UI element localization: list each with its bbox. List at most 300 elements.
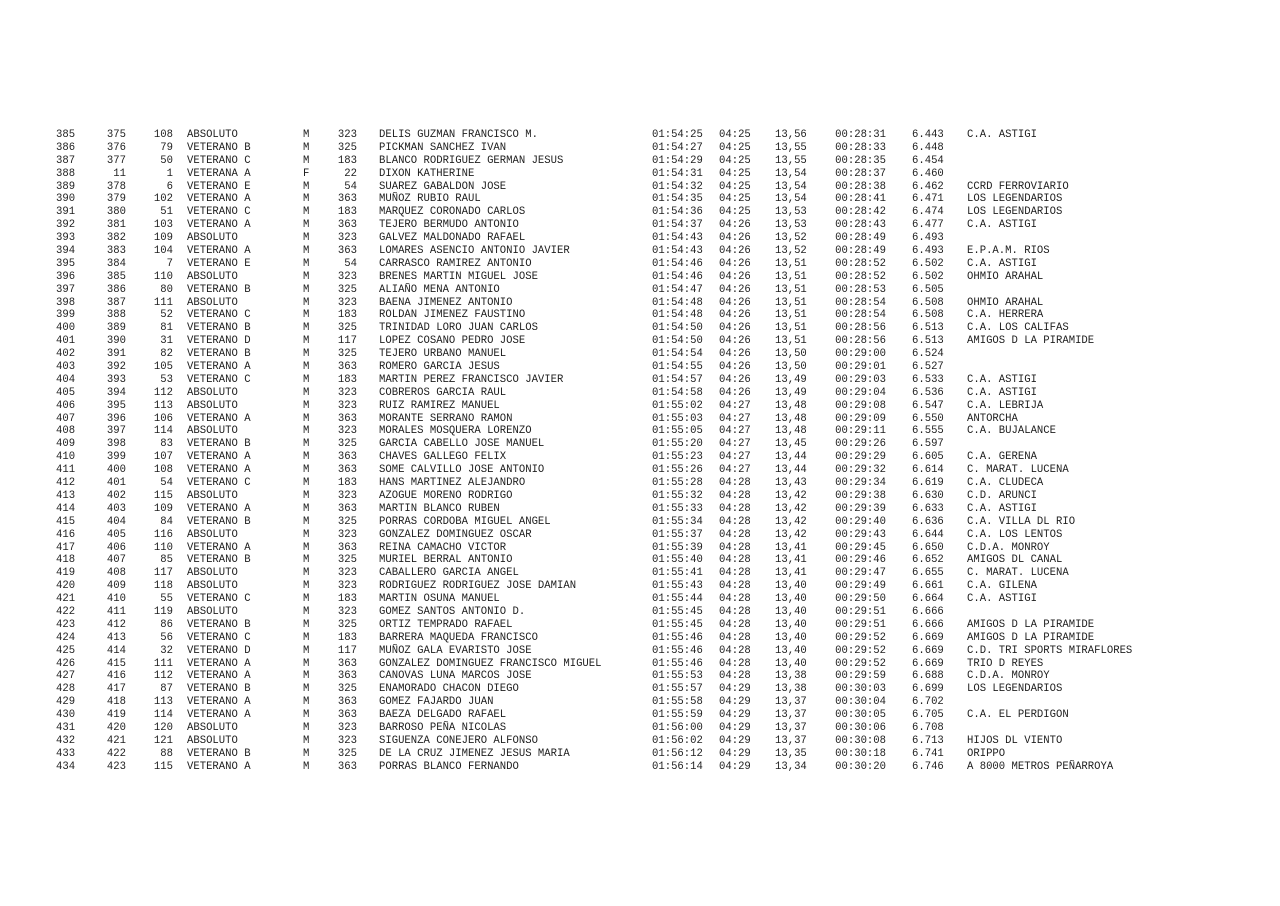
gender-position-cell: 388 xyxy=(106,309,126,322)
speed-cell: 13,56 xyxy=(775,129,807,141)
table-row xyxy=(0,129,1280,142)
sex-cell: M xyxy=(303,605,310,618)
category-position-cell: 121 xyxy=(153,734,173,747)
category-position-cell: 116 xyxy=(153,528,173,541)
category-count-cell: 325 xyxy=(337,141,357,154)
time-gap-cell: 00:30:18 xyxy=(835,747,886,760)
speed-cell: 13,40 xyxy=(775,580,807,593)
time-gap-cell: 00:29:47 xyxy=(835,567,886,580)
points-cell: 6.652 xyxy=(912,554,944,567)
table-row xyxy=(0,761,1280,774)
speed-cell: 13,48 xyxy=(775,425,807,438)
finish-time-cell: 01:55:23 xyxy=(652,451,703,464)
table-row xyxy=(0,271,1280,284)
time-gap-cell: 00:30:08 xyxy=(835,734,886,747)
speed-cell: 13,44 xyxy=(775,464,807,477)
finish-time-cell: 01:54:37 xyxy=(652,219,703,232)
time-gap-cell: 00:29:34 xyxy=(835,477,886,490)
points-cell: 6.493 xyxy=(912,232,944,245)
sex-cell: M xyxy=(303,322,310,335)
runner-name-cell: MORALES MOSQUERA LORENZO xyxy=(379,425,532,438)
runner-name-cell: GOMEZ SANTOS ANTONIO D. xyxy=(379,605,526,618)
gender-position-cell: 393 xyxy=(106,373,126,386)
category-cell: VETERANO B xyxy=(187,618,251,631)
gender-position-cell: 414 xyxy=(106,644,126,657)
speed-cell: 13,40 xyxy=(775,631,807,644)
speed-cell: 13,53 xyxy=(775,206,807,219)
table-row xyxy=(0,142,1280,155)
speed-cell: 13,48 xyxy=(775,412,807,425)
finish-time-cell: 01:55:34 xyxy=(652,515,703,528)
club-cell: ORIPPO xyxy=(967,747,1006,760)
runner-name-cell: ORTIZ TEMPRADO RAFAEL xyxy=(379,618,513,631)
speed-cell: 13,44 xyxy=(775,451,807,464)
overall-position-cell: 421 xyxy=(56,593,76,606)
table-row xyxy=(0,387,1280,400)
speed-cell: 13,42 xyxy=(775,515,807,528)
category-position-cell: 119 xyxy=(153,605,173,618)
gender-position-cell: 413 xyxy=(106,631,126,644)
category-count-cell: 363 xyxy=(337,709,357,722)
category-cell: VETERANO C xyxy=(187,154,251,167)
time-gap-cell: 00:29:08 xyxy=(835,399,886,412)
category-cell: VETERANA A xyxy=(187,167,251,180)
speed-cell: 13,42 xyxy=(775,528,807,541)
overall-position-cell: 396 xyxy=(56,270,76,283)
club-cell: C.A. ASTIGI xyxy=(967,257,1037,270)
category-count-cell: 363 xyxy=(337,760,357,773)
category-cell: VETERANO D xyxy=(187,644,251,657)
table-row xyxy=(0,219,1280,232)
finish-time-cell: 01:54:50 xyxy=(652,335,703,348)
table-row xyxy=(0,322,1280,335)
points-cell: 6.547 xyxy=(912,399,944,412)
speed-cell: 13,40 xyxy=(775,593,807,606)
pace-cell: 04:28 xyxy=(719,489,751,502)
pace-cell: 04:26 xyxy=(719,361,751,374)
finish-time-cell: 01:55:46 xyxy=(652,644,703,657)
pace-cell: 04:27 xyxy=(719,425,751,438)
speed-cell: 13,37 xyxy=(775,696,807,709)
category-position-cell: 80 xyxy=(160,283,173,296)
time-gap-cell: 00:29:29 xyxy=(835,451,886,464)
category-cell: VETERANO A xyxy=(187,760,251,773)
sex-cell: M xyxy=(303,361,310,374)
category-count-cell: 363 xyxy=(337,193,357,206)
overall-position-cell: 417 xyxy=(56,541,76,554)
points-cell: 6.513 xyxy=(912,322,944,335)
overall-position-cell: 412 xyxy=(56,477,76,490)
time-gap-cell: 00:28:49 xyxy=(835,245,886,258)
points-cell: 6.505 xyxy=(912,283,944,296)
sex-cell: M xyxy=(303,219,310,232)
gender-position-cell: 375 xyxy=(106,129,126,141)
finish-time-cell: 01:54:27 xyxy=(652,141,703,154)
time-gap-cell: 00:29:45 xyxy=(835,541,886,554)
points-cell: 6.508 xyxy=(912,309,944,322)
speed-cell: 13,41 xyxy=(775,567,807,580)
table-row xyxy=(0,748,1280,761)
runner-name-cell: DIXON KATHERINE xyxy=(379,167,475,180)
overall-position-cell: 394 xyxy=(56,245,76,258)
time-gap-cell: 00:30:06 xyxy=(835,721,886,734)
category-cell: ABSOLUTO xyxy=(187,232,238,245)
gender-position-cell: 387 xyxy=(106,296,126,309)
points-cell: 6.633 xyxy=(912,502,944,515)
overall-position-cell: 418 xyxy=(56,554,76,567)
gender-position-cell: 398 xyxy=(106,438,126,451)
runner-name-cell: BRENES MARTIN MIGUEL JOSE xyxy=(379,270,538,283)
category-cell: VETERANO A xyxy=(187,709,251,722)
speed-cell: 13,54 xyxy=(775,193,807,206)
time-gap-cell: 00:28:43 xyxy=(835,219,886,232)
pace-cell: 04:29 xyxy=(719,747,751,760)
club-cell: C.D.A. MONROY xyxy=(967,541,1050,554)
runner-name-cell: CARRASCO RAMIREZ ANTONIO xyxy=(379,257,532,270)
finish-time-cell: 01:55:57 xyxy=(652,683,703,696)
sex-cell: M xyxy=(303,154,310,167)
category-cell: ABSOLUTO xyxy=(187,489,238,502)
finish-time-cell: 01:56:02 xyxy=(652,734,703,747)
category-count-cell: 323 xyxy=(337,270,357,283)
finish-time-cell: 01:55:32 xyxy=(652,489,703,502)
overall-position-cell: 420 xyxy=(56,580,76,593)
category-count-cell: 323 xyxy=(337,386,357,399)
points-cell: 6.605 xyxy=(912,451,944,464)
category-cell: VETERANO B xyxy=(187,322,251,335)
pace-cell: 04:28 xyxy=(719,657,751,670)
category-position-cell: 115 xyxy=(153,489,173,502)
gender-position-cell: 395 xyxy=(106,399,126,412)
category-cell: VETERANO C xyxy=(187,373,251,386)
gender-position-cell: 378 xyxy=(106,180,126,193)
category-position-cell: 79 xyxy=(160,141,173,154)
speed-cell: 13,50 xyxy=(775,348,807,361)
category-position-cell: 84 xyxy=(160,515,173,528)
points-cell: 6.746 xyxy=(912,760,944,773)
speed-cell: 13,51 xyxy=(775,296,807,309)
finish-time-cell: 01:55:20 xyxy=(652,438,703,451)
overall-position-cell: 424 xyxy=(56,631,76,644)
overall-position-cell: 400 xyxy=(56,322,76,335)
speed-cell: 13,43 xyxy=(775,477,807,490)
points-cell: 6.536 xyxy=(912,386,944,399)
runner-name-cell: BARRERA MAQUEDA FRANCISCO xyxy=(379,631,538,644)
category-count-cell: 363 xyxy=(337,219,357,232)
runner-name-cell: PICKMAN SANCHEZ IVAN xyxy=(379,141,507,154)
runner-name-cell: MORANTE SERRANO RAMON xyxy=(379,412,513,425)
pace-cell: 04:25 xyxy=(719,193,751,206)
sex-cell: M xyxy=(303,515,310,528)
time-gap-cell: 00:30:05 xyxy=(835,709,886,722)
category-cell: VETERANO B xyxy=(187,554,251,567)
points-cell: 6.688 xyxy=(912,670,944,683)
category-count-cell: 323 xyxy=(337,605,357,618)
table-row xyxy=(0,258,1280,271)
runner-name-cell: BARROSO PEÑA NICOLAS xyxy=(379,721,507,734)
club-cell: HIJOS DL VIENTO xyxy=(967,734,1063,747)
points-cell: 6.614 xyxy=(912,464,944,477)
gender-position-cell: 389 xyxy=(106,322,126,335)
time-gap-cell: 00:30:04 xyxy=(835,696,886,709)
pace-cell: 04:29 xyxy=(719,721,751,734)
category-position-cell: 81 xyxy=(160,322,173,335)
overall-position-cell: 407 xyxy=(56,412,76,425)
club-cell: LOS LEGENDARIOS xyxy=(967,206,1063,219)
overall-position-cell: 388 xyxy=(56,167,76,180)
overall-position-cell: 416 xyxy=(56,528,76,541)
sex-cell: M xyxy=(303,180,310,193)
sex-cell: M xyxy=(303,541,310,554)
category-cell: VETERANO A xyxy=(187,412,251,425)
finish-time-cell: 01:54:43 xyxy=(652,245,703,258)
runner-name-cell: BAEZA DELGADO RAFAEL xyxy=(379,709,507,722)
finish-time-cell: 01:55:40 xyxy=(652,554,703,567)
pace-cell: 04:25 xyxy=(719,167,751,180)
gender-position-cell: 390 xyxy=(106,335,126,348)
points-cell: 6.661 xyxy=(912,580,944,593)
finish-time-cell: 01:56:00 xyxy=(652,721,703,734)
speed-cell: 13,40 xyxy=(775,605,807,618)
overall-position-cell: 428 xyxy=(56,683,76,696)
time-gap-cell: 00:30:20 xyxy=(835,760,886,773)
table-row xyxy=(0,645,1280,658)
category-cell: VETERANO B xyxy=(187,747,251,760)
runner-name-cell: MUÑOZ GALA EVARISTO JOSE xyxy=(379,644,532,657)
pace-cell: 04:26 xyxy=(719,335,751,348)
club-cell: C.A. GILENA xyxy=(967,580,1037,593)
time-gap-cell: 00:29:46 xyxy=(835,554,886,567)
category-count-cell: 323 xyxy=(337,734,357,747)
sex-cell: M xyxy=(303,734,310,747)
table-row xyxy=(0,206,1280,219)
sex-cell: M xyxy=(303,683,310,696)
pace-cell: 04:28 xyxy=(719,644,751,657)
gender-position-cell: 379 xyxy=(106,193,126,206)
category-position-cell: 104 xyxy=(153,245,173,258)
runner-name-cell: BLANCO RODRIGUEZ GERMAN JESUS xyxy=(379,154,564,167)
gender-position-cell: 382 xyxy=(106,232,126,245)
category-cell: VETERANO C xyxy=(187,631,251,644)
category-position-cell: 105 xyxy=(153,361,173,374)
table-row xyxy=(0,361,1280,374)
category-count-cell: 325 xyxy=(337,283,357,296)
category-count-cell: 363 xyxy=(337,502,357,515)
finish-time-cell: 01:54:58 xyxy=(652,386,703,399)
category-position-cell: 113 xyxy=(153,399,173,412)
time-gap-cell: 00:28:33 xyxy=(835,141,886,154)
finish-time-cell: 01:54:43 xyxy=(652,232,703,245)
overall-position-cell: 404 xyxy=(56,373,76,386)
category-count-cell: 363 xyxy=(337,541,357,554)
category-count-cell: 363 xyxy=(337,464,357,477)
sex-cell: M xyxy=(303,670,310,683)
points-cell: 6.666 xyxy=(912,605,944,618)
points-cell: 6.550 xyxy=(912,412,944,425)
finish-time-cell: 01:56:12 xyxy=(652,747,703,760)
time-gap-cell: 00:29:26 xyxy=(835,438,886,451)
table-row xyxy=(0,503,1280,516)
finish-time-cell: 01:55:44 xyxy=(652,593,703,606)
category-count-cell: 325 xyxy=(337,554,357,567)
overall-position-cell: 432 xyxy=(56,734,76,747)
time-gap-cell: 00:29:39 xyxy=(835,502,886,515)
overall-position-cell: 392 xyxy=(56,219,76,232)
category-count-cell: 363 xyxy=(337,361,357,374)
table-row xyxy=(0,464,1280,477)
category-cell: VETERANO A xyxy=(187,193,251,206)
finish-time-cell: 01:54:35 xyxy=(652,193,703,206)
finish-time-cell: 01:54:57 xyxy=(652,373,703,386)
finish-time-cell: 01:54:31 xyxy=(652,167,703,180)
finish-time-cell: 01:55:28 xyxy=(652,477,703,490)
table-row xyxy=(0,658,1280,671)
category-position-cell: 88 xyxy=(160,747,173,760)
category-position-cell: 111 xyxy=(153,657,173,670)
category-position-cell: 6 xyxy=(166,180,173,193)
runner-name-cell: GALVEZ MALDONADO RAFAEL xyxy=(379,232,526,245)
runner-name-cell: CHAVES GALLEGO FELIX xyxy=(379,451,507,464)
category-position-cell: 7 xyxy=(166,257,173,270)
sex-cell: M xyxy=(303,283,310,296)
gender-position-cell: 409 xyxy=(106,580,126,593)
finish-time-cell: 01:54:32 xyxy=(652,180,703,193)
table-row xyxy=(0,606,1280,619)
category-position-cell: 31 xyxy=(160,335,173,348)
runner-name-cell: MARTIN OSUNA MANUEL xyxy=(379,593,500,606)
speed-cell: 13,40 xyxy=(775,657,807,670)
time-gap-cell: 00:29:00 xyxy=(835,348,886,361)
sex-cell: M xyxy=(303,593,310,606)
time-gap-cell: 00:28:42 xyxy=(835,206,886,219)
gender-position-cell: 383 xyxy=(106,245,126,258)
pace-cell: 04:26 xyxy=(719,257,751,270)
pace-cell: 04:28 xyxy=(719,541,751,554)
table-row xyxy=(0,722,1280,735)
finish-time-cell: 01:54:48 xyxy=(652,309,703,322)
points-cell: 6.702 xyxy=(912,696,944,709)
runner-name-cell: LOMARES ASENCIO ANTONIO JAVIER xyxy=(379,245,570,258)
sex-cell: M xyxy=(303,399,310,412)
pace-cell: 04:27 xyxy=(719,399,751,412)
category-position-cell: 56 xyxy=(160,631,173,644)
points-cell: 6.555 xyxy=(912,425,944,438)
table-row xyxy=(0,632,1280,645)
sex-cell: M xyxy=(303,489,310,502)
table-row xyxy=(0,451,1280,464)
overall-position-cell: 413 xyxy=(56,489,76,502)
table-row xyxy=(0,619,1280,632)
table-row xyxy=(0,181,1280,194)
club-cell: C.A. ASTIGI xyxy=(967,502,1037,515)
table-row xyxy=(0,580,1280,593)
overall-position-cell: 397 xyxy=(56,283,76,296)
category-cell: VETERANO B xyxy=(187,515,251,528)
category-position-cell: 108 xyxy=(153,129,173,141)
category-cell: VETERANO A xyxy=(187,541,251,554)
points-cell: 6.597 xyxy=(912,438,944,451)
time-gap-cell: 00:29:51 xyxy=(835,605,886,618)
overall-position-cell: 408 xyxy=(56,425,76,438)
points-cell: 6.477 xyxy=(912,219,944,232)
category-count-cell: 323 xyxy=(337,567,357,580)
speed-cell: 13,52 xyxy=(775,232,807,245)
category-cell: VETERANO A xyxy=(187,219,251,232)
category-cell: VETERANO C xyxy=(187,206,251,219)
category-cell: ABSOLUTO xyxy=(187,580,238,593)
category-position-cell: 112 xyxy=(153,670,173,683)
gender-position-cell: 399 xyxy=(106,451,126,464)
points-cell: 6.524 xyxy=(912,348,944,361)
finish-time-cell: 01:54:50 xyxy=(652,322,703,335)
overall-position-cell: 405 xyxy=(56,386,76,399)
points-cell: 6.502 xyxy=(912,270,944,283)
finish-time-cell: 01:54:47 xyxy=(652,283,703,296)
pace-cell: 04:28 xyxy=(719,554,751,567)
gender-position-cell: 421 xyxy=(106,734,126,747)
time-gap-cell: 00:28:54 xyxy=(835,309,886,322)
club-cell: TRIO D REYES xyxy=(967,657,1044,670)
gender-position-cell: 404 xyxy=(106,515,126,528)
overall-position-cell: 429 xyxy=(56,696,76,709)
overall-position-cell: 390 xyxy=(56,193,76,206)
category-count-cell: 323 xyxy=(337,489,357,502)
gender-position-cell: 401 xyxy=(106,477,126,490)
overall-position-cell: 403 xyxy=(56,361,76,374)
points-cell: 6.636 xyxy=(912,515,944,528)
category-position-cell: 108 xyxy=(153,464,173,477)
overall-position-cell: 410 xyxy=(56,451,76,464)
overall-position-cell: 433 xyxy=(56,747,76,760)
finish-time-cell: 01:55:02 xyxy=(652,399,703,412)
pace-cell: 04:28 xyxy=(719,502,751,515)
pace-cell: 04:26 xyxy=(719,373,751,386)
points-cell: 6.619 xyxy=(912,477,944,490)
time-gap-cell: 00:28:53 xyxy=(835,283,886,296)
category-position-cell: 113 xyxy=(153,696,173,709)
category-position-cell: 111 xyxy=(153,296,173,309)
sex-cell: M xyxy=(303,709,310,722)
runner-name-cell: ROMERO GARCIA JESUS xyxy=(379,361,500,374)
category-count-cell: 325 xyxy=(337,322,357,335)
gender-position-cell: 417 xyxy=(106,683,126,696)
finish-time-cell: 01:54:25 xyxy=(652,129,703,141)
runner-name-cell: MUÑOZ RUBIO RAUL xyxy=(379,193,481,206)
category-cell: VETERANO C xyxy=(187,309,251,322)
pace-cell: 04:29 xyxy=(719,709,751,722)
runner-name-cell: HANS MARTINEZ ALEJANDRO xyxy=(379,477,526,490)
club-cell: CCRD FERROVIARIO xyxy=(967,180,1069,193)
overall-position-cell: 393 xyxy=(56,232,76,245)
sex-cell: M xyxy=(303,580,310,593)
runner-name-cell: ALIAÑO MENA ANTONIO xyxy=(379,283,500,296)
club-cell: A 8000 METROS PEÑARROYA xyxy=(967,760,1114,773)
pace-cell: 04:26 xyxy=(719,219,751,232)
points-cell: 6.741 xyxy=(912,747,944,760)
pace-cell: 04:28 xyxy=(719,618,751,631)
category-count-cell: 323 xyxy=(337,129,357,141)
time-gap-cell: 00:28:56 xyxy=(835,335,886,348)
sex-cell: M xyxy=(303,618,310,631)
speed-cell: 13,54 xyxy=(775,180,807,193)
runner-name-cell: MARQUEZ CORONADO CARLOS xyxy=(379,206,526,219)
speed-cell: 13,49 xyxy=(775,373,807,386)
points-cell: 6.666 xyxy=(912,618,944,631)
table-row xyxy=(0,297,1280,310)
sex-cell: M xyxy=(303,464,310,477)
pace-cell: 04:25 xyxy=(719,206,751,219)
category-position-cell: 118 xyxy=(153,580,173,593)
